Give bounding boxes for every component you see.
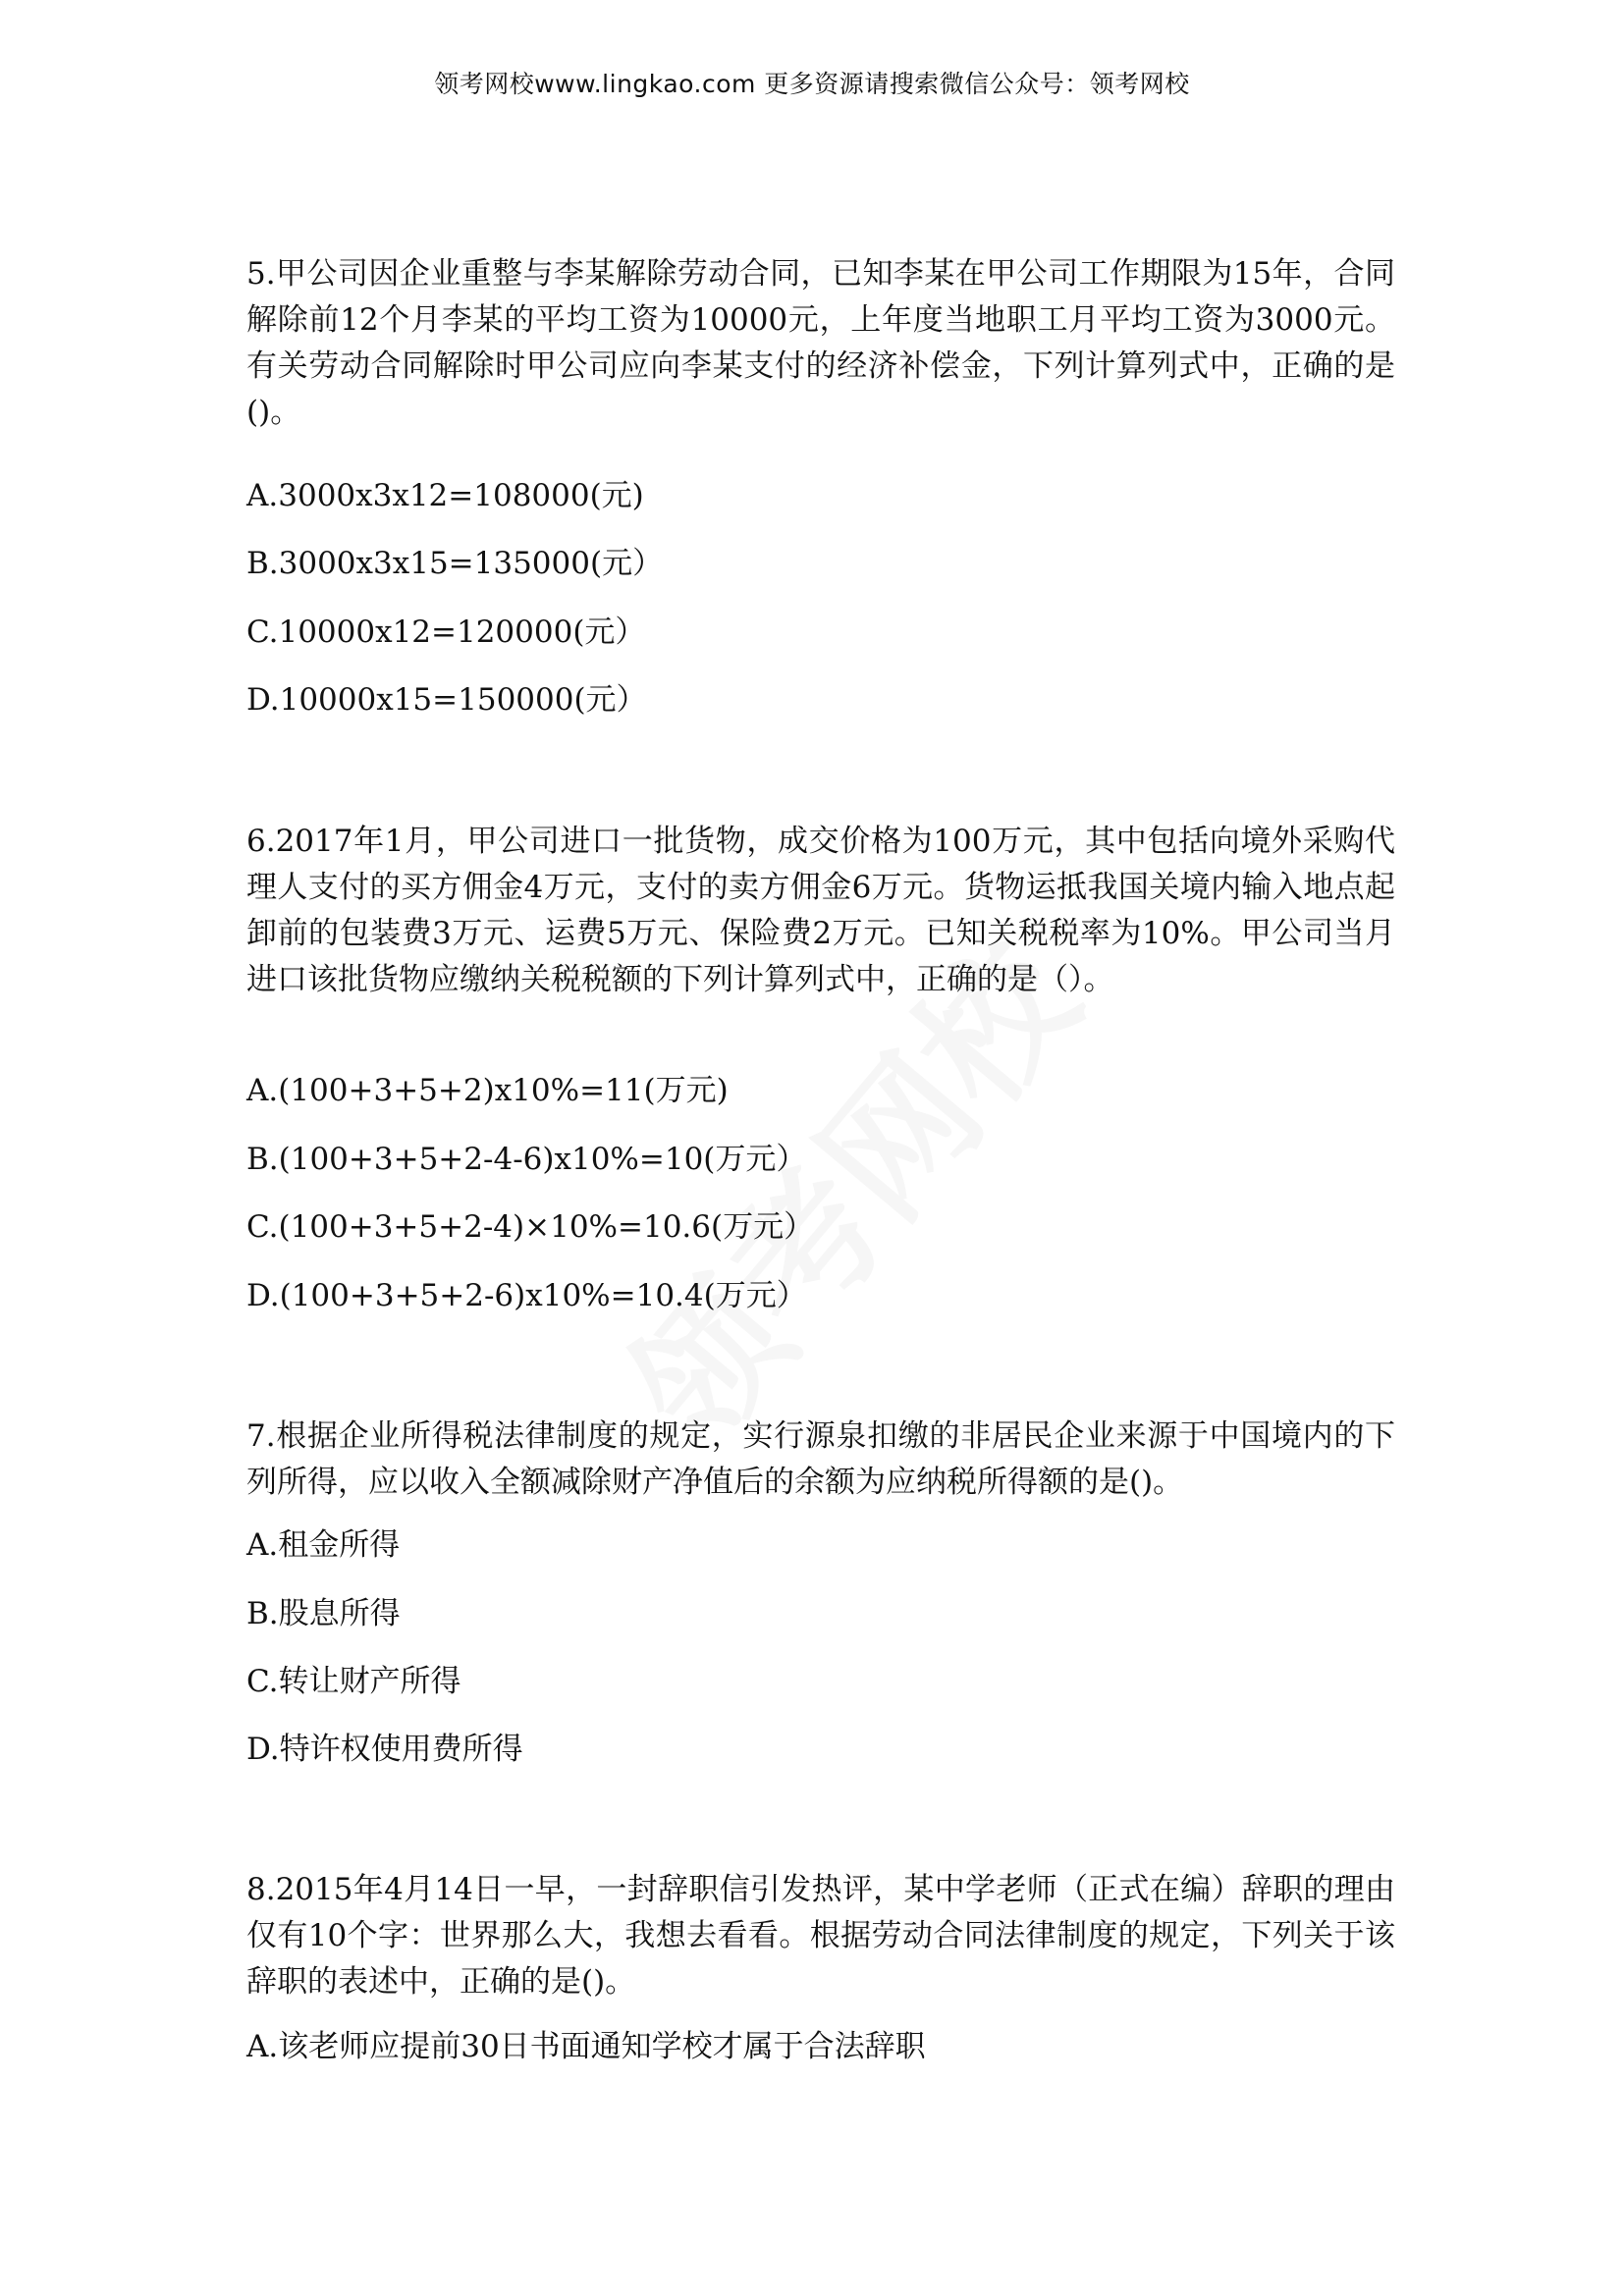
question-stem: 7.根据企业所得税法律制度的规定，实行源泉扣缴的非居民企业来源于中国境内的下列所得，应以收入全额减除财产净值后的余额为应纳税所得额的是()。 xyxy=(246,1418,1395,1500)
option-a: A.(100+3+5+2)x10%=11(万元) xyxy=(246,1073,729,1108)
option-c: C.(100+3+5+2-4)×10%=10.6(万元） xyxy=(246,1209,815,1245)
question-stem: 8.2015年4月14日一早，一封辞职信引发热评，某中学老师（正式在编）辞职的理由仅有10个字：世界那么大，我想去看看。根据劳动合同法律制度的规定，下列关于该辞职的表述中，正确的是()。 xyxy=(246,1872,1395,2000)
question-6 xyxy=(246,819,1395,1003)
page-header: 领考网校www.lingkao.com 更多资源请搜索微信公众号：领考网校 xyxy=(434,70,1190,98)
question-8 xyxy=(246,1867,1395,2005)
question-7 xyxy=(246,1414,1395,1506)
option-b: B.3000x3x15=135000(元） xyxy=(246,546,664,581)
option-d: D.(100+3+5+2-6)x10%=10.4(万元） xyxy=(246,1278,807,1313)
question-5 xyxy=(246,251,1395,436)
option-a: A.该老师应提前30日书面通知学校才属于合法辞职 xyxy=(246,2029,926,2064)
option-b: B.(100+3+5+2-4-6)x10%=10(万元） xyxy=(246,1142,807,1177)
option-d: D.10000x15=150000(元） xyxy=(246,682,647,718)
question-stem: 5.甲公司因企业重整与李某解除劳动合同，已知李某在甲公司工作期限为15年，合同解除前12个月李某的平均工资为10000元，上年度当地职工月平均工资为3000元。有关劳动合同解除时甲公司应向李某支付的经济补偿金，下列计算列式中，正确的是()。 xyxy=(246,256,1395,430)
option-c: C.10000x12=120000(元） xyxy=(246,614,646,650)
option-c: C.转让财产所得 xyxy=(246,1664,461,1699)
option-b: B.股息所得 xyxy=(246,1596,401,1631)
option-a: A.租金所得 xyxy=(246,1527,401,1563)
option-d: D.特许权使用费所得 xyxy=(246,1732,523,1767)
option-a: A.3000x3x12=108000(元) xyxy=(246,478,644,513)
question-stem: 6.2017年1月，甲公司进口一批货物，成交价格为100万元，其中包括向境外采购代理人支付的买方佣金4万元，支付的卖方佣金6万元。货物运抵我国关境内输入地点起卸前的包装费3万元、运费5万元、保险费2万元。已知关税税率为10%。甲公司当月进口该批货物应缴纳关税税额的下列计算列式中，正确的是（）。 xyxy=(246,824,1395,997)
